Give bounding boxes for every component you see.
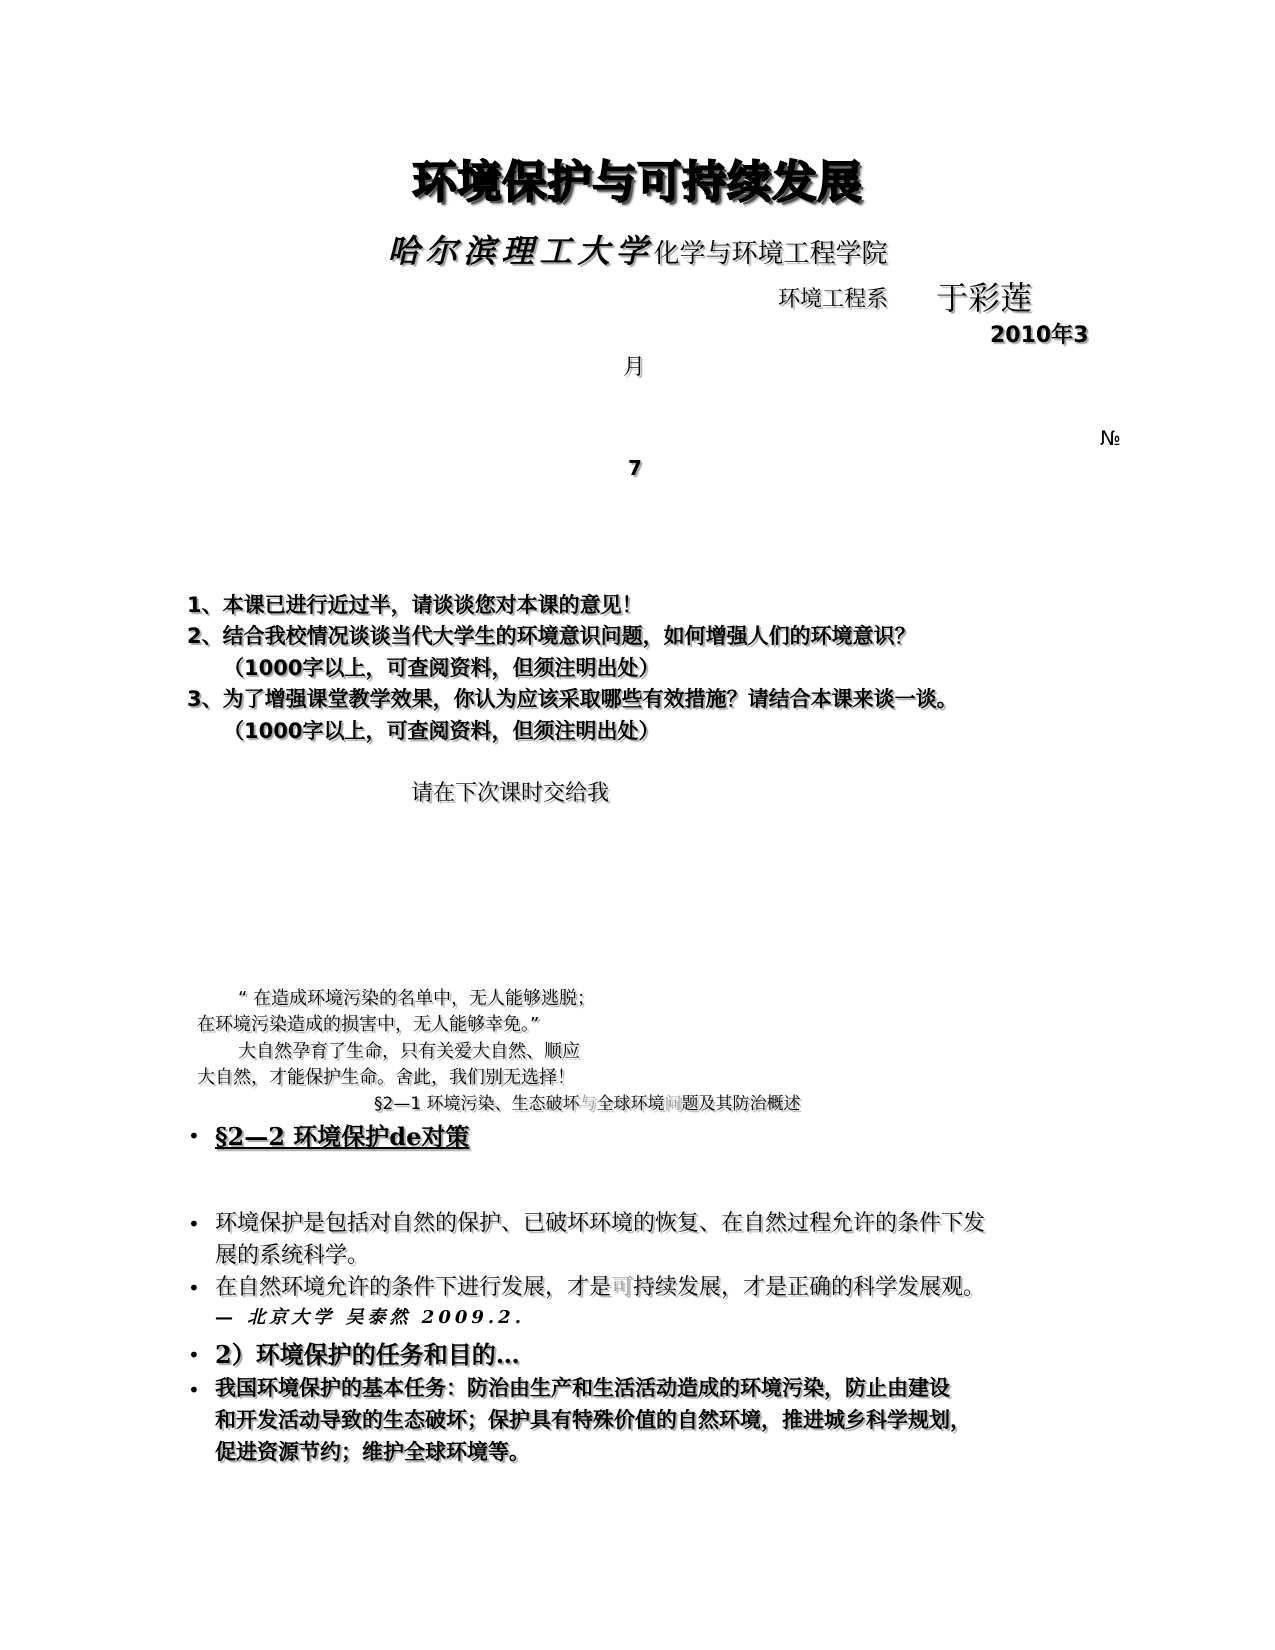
paragraph-2-text-c: 持续发展，才是正确的科学发展观。 xyxy=(633,1275,986,1300)
paragraph-2-text-b: 可 xyxy=(611,1275,634,1300)
assignment-question-2-note: （1000字以上，可查阅资料，但须注明出处） xyxy=(223,656,660,680)
section-2-1-text-e: 题及其防治概述 xyxy=(681,1094,801,1114)
bullet-icon: • xyxy=(188,1378,200,1402)
paragraph-2-text-a: 在自然环境允许的条件下进行发展，才是 xyxy=(215,1275,612,1300)
quote-line-4: 大自然，才能保护生命。舍此，我们别无选择！ xyxy=(197,1067,575,1088)
number-symbol: № xyxy=(1100,426,1121,450)
author-name: 于彩莲 xyxy=(936,279,1033,317)
bullet-icon: • xyxy=(188,1212,200,1236)
section-2-1-text-d: 问 xyxy=(664,1094,682,1114)
assignment-question-3: 3、为了增强课堂教学效果，你认为应该采取哪些有效措施？请结合本课来谈一谈。 xyxy=(187,687,958,711)
bullet-icon: • xyxy=(188,1124,200,1148)
document-title: 环境保护与可持续发展 xyxy=(412,157,863,208)
number-value: 7 xyxy=(628,456,642,480)
tasks-line-3: 促进资源节约；维护全球环境等。 xyxy=(215,1440,530,1464)
assignment-question-1: 1、本课已进行近过半，请谈谈您对本课的意见！ xyxy=(187,593,643,617)
university-line xyxy=(0,226,1275,272)
paragraph-1-line-2: 展的系统科学。 xyxy=(215,1243,370,1268)
tasks-line-1: 我国环境保护的基本任务：防治由生产和生活活动造成的环境污染，防止由建设 xyxy=(215,1376,950,1400)
university-name: 哈尔滨理工大学 xyxy=(387,232,654,270)
tasks-line-2: 和开发活动导致的生态破坏；保护具有特殊价值的自然环境，推进城乡科学规划， xyxy=(215,1408,971,1432)
assignment-question-3-note: （1000字以上，可查阅资料，但须注明出处） xyxy=(223,719,660,743)
assignment-question-2: 2、结合我校情况谈谈当代大学生的环境意识问题，如何增强人们的环境意识？ xyxy=(187,624,916,648)
section-2-1-text-a: §2—1 环境污染、生态破坏 xyxy=(374,1094,580,1114)
college-name: 化学与环境工程学院 xyxy=(653,239,888,269)
section-2-2-heading: §2—2 环境保护de对策 xyxy=(215,1122,470,1151)
section-2-1-text-b: 与 xyxy=(579,1094,597,1114)
quote-line-1: “ 在造成环境污染的名单中，无人能够逃脱； xyxy=(238,988,596,1009)
bullet-icon: • xyxy=(188,1276,200,1300)
quote-line-3: 大自然孕育了生命，只有关爱大自然、顺应 xyxy=(238,1041,580,1062)
section-2-1-text-c: 全球环境 xyxy=(596,1094,665,1114)
subheading-tasks: 2）环境保护的任务和目的… xyxy=(215,1340,520,1369)
attribution: — 北京大学 吴泰然 2009.2. xyxy=(215,1307,525,1328)
date-year-month: 2010年3 xyxy=(990,323,1089,348)
submission-note: 请在下次课时交给我 xyxy=(411,781,610,806)
quote-line-2: 在环境污染造成的损害中，无人能够幸免。” xyxy=(197,1014,540,1035)
section-2-1-heading xyxy=(374,1089,801,1114)
bullet-icon: • xyxy=(188,1343,200,1367)
paragraph-2 xyxy=(215,1270,985,1301)
paragraph-1-line-1: 环境保护是包括对自然的保护、已破坏环境的恢复、在自然过程允许的条件下发 xyxy=(215,1211,986,1236)
department-name: 环境工程系 xyxy=(778,287,889,312)
date-month-char: 月 xyxy=(623,355,646,380)
